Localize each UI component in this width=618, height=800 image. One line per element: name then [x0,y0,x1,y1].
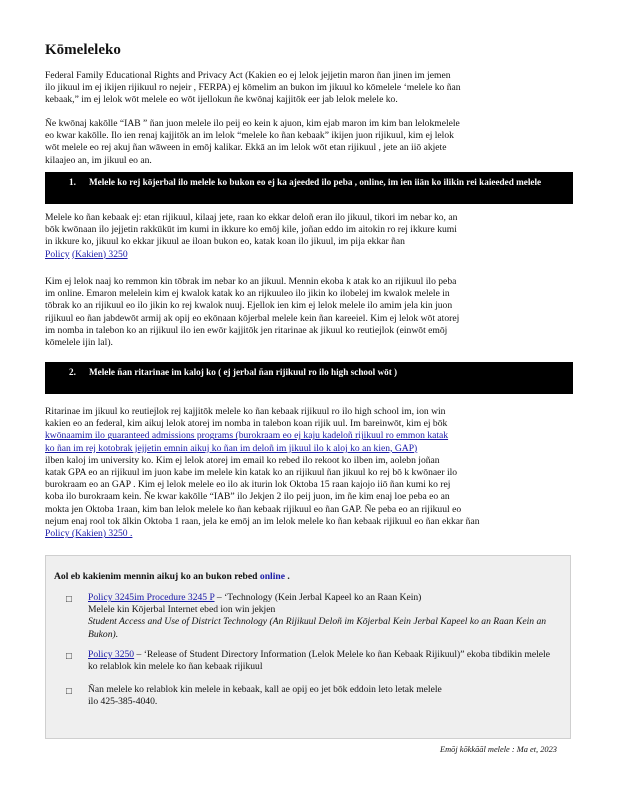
text-line: in ikkure ko, jikuul ko ekkar jikuul ae iloan bukon eo, katak koan ilo jikuul, im pija ekkar ñan [45,236,405,248]
page-title: Kōmeleleko [45,42,121,58]
bullet-square-icon: □ [66,594,72,605]
text-line: kebaak,” im ej lelok wōt melele eo wōt ijellokun ñe kwōnaj kajjitōk eer jab lelok melele ko. [45,94,398,106]
text-line: tōbrak ko an rijikuul eo ilo jikin ko rej kwalok nuuj. Ejellok ien kim ej lelok melele ilo amim jela kin juon [45,300,453,312]
bullet-item-directory [88,649,558,673]
policy-3250-link[interactable]: Policy (Kakien) 3250 . [45,528,133,540]
policy-3250-link[interactable]: Policy 3250 [88,649,135,660]
section-2-header [45,362,573,394]
section-number: 1. [69,177,76,187]
text-line [45,249,570,261]
text-line: Ritarinae im jikuul ko reutiejlok rej kajjitōk melele ko ñan kebaak rijikuul ro ilo high school im, ion win [45,406,446,417]
bullet-square-icon: □ [66,651,72,662]
text-line: kilaajeo an, im jikuul eo an. [45,154,152,166]
text-fragment: – ‘Technology (Kein Jerbal Kapeel ko an Raan Kein) [216,592,422,603]
directory-info-paragraph [45,212,570,261]
text-line: im online. Emaron melelein kim ej kwalok katak ko an rijkuuleo ilo jikin ko ilobelej im kwalok melele in [45,288,450,300]
text-line: kōmelele ijin lal). [45,337,113,349]
guaranteed-admissions-link[interactable]: kwōnaamim ilo guaranteed admissions programs (burokraam eo ej kaju kadeloñ rijikuul ro emmon katak [45,430,449,442]
text-fragment: – ‘Release of Student Directory Information (Lelok Melele ko ñan Kebaak Rijikuul)” ekoba tibdikin melele ko relablok kin melele ko ñan kebaak rijikuul [88,649,550,673]
bullet-item-technology [88,592,558,641]
text-line: koba ilo burokraam kein. Ñe kwar kakōlle “IAB” ilo Jekjen 2 ilo peij juon, im ñe kim enaj loe peba eo an [45,491,450,503]
text-line: mokta jen Oktoba 1raan, kim ban lelok melele ko ñan kebaak rijikuul eo ñan GAP. Ñe peba eo an rijikuul eo [45,503,462,515]
text-line: Ñe kwōnaj kakōlle “IAB ” ñan juon melele ilo peij eo kein k ajuon, kim ejab maron im kim ban lelokmelele [45,118,460,129]
achievement-paragraph [45,276,570,349]
text-line: Melele kin Kōjerbal Internet ebed ion win jekjen [88,604,276,616]
ferpa-intro-paragraph [45,70,570,107]
text-line: im nomba in talebon ko an rijikuul ilo ien ewōr kajjitōk jen ritarinae ak jikuul ko reutiejlok (einwōt emōj [45,324,448,336]
related-policies-box [45,555,571,739]
text-line: katak GPA eo an rijikuul im juon kabe im melele kin katak ko an rijikuul ñan jikuul ko rej bō k kwōnaer ilo [45,467,458,479]
guaranteed-admissions-link-cont[interactable]: ko ñan im rej kotobrak jejjetin emnin aikuj ko ñan im deloñ im jikuul ilo k aloj ko an kien, GAP) [45,442,418,454]
bullet-item-contact [88,684,558,708]
text-line: Kim ej lelok naaj ko remmon kin tōbrak im nebar ko an jikuul. Mennin ekoba k atak ko an rijikuul ilo peba [45,276,457,287]
text-line: rijikuul eo ñan jabdewōt armij ak opij eo ekōnaan kōjerbal melele kein ñan kareeiel. Kim ej lelok wōt atorej [45,312,460,324]
text-line [88,592,558,604]
text-line: ilo jikuul im ej ikijen rijikuul ro nejeir , FERPA) ej kōmelim an bukon im jikuul ko kōmelele ‘melele ko ñan [45,82,461,94]
policy-3245-link[interactable]: Policy 3245im Procedure 3245 P [88,592,215,603]
italic-policy-title: Student Access and Use of District Technology (An Rijikuul Deloñ im Kōjerbal Kein Jerbal Kapeel ko an Raan Kein an Bukon). [88,616,547,640]
text-line [88,649,558,673]
box-heading: Aol eb kakienim mennin aikuj ko an bukon rebed online . [54,571,290,582]
phone-number: ilo 425-385-4040. [88,696,158,708]
policy-3250-link[interactable]: Policy [45,248,70,260]
text-line: kakien eo an federal, kim aikuj lelok atorej im nomba in talebon koan rijik uul. Im bareinwōt, kim ej bōk [45,418,448,430]
footer-revision-note: Emōj kōkkāāl melele : Ma et, 2023 [440,745,557,754]
text-line: nejum enaj rool tok ālkin Oktoba 1 raan, jela ke emōj an im lelok melele ko ñan kebaak rijikuul eo ñan ekkar ñan [45,515,480,527]
text-line: Ñan melele ko relablok kin melele in kebaak, kall ae opij eo jet bōk eddoin leto letak melele [88,684,442,695]
policy-3250-link-cont[interactable]: (Kakien) 3250 [71,248,128,260]
section-number: 2. [69,367,76,377]
bullet-square-icon: □ [66,686,72,697]
section-title: Melele ko rej kōjerbal ilo melele ko bukon eo ej ka ajeeded ilo peba , online, im ien iiān ko ilikin rei kaieeded melele [89,177,542,187]
text-line: bōk kwōnaan ilo jejjetin rakkūkūt im kumi in ikkure ko emōj kile, joñan eddo im aitokin ro rej ikkure kumi [45,224,457,236]
text-line: burokraam eo an GAP . Kim ej lelok melele eo ilo ak iturin lok Oktoba 15 raan kajojo iiō ñan kumi ko rej [45,479,451,491]
text-line: ilben kaloj im university ko. Kim ej lelok atorej im email ko rebed ilo rekoot ko ilben im, aolebn joñan [45,454,440,466]
section-1-header [45,172,573,204]
section-title: Melele ñan ritarinae im kaloj ko ( ej jerbal ñan rijikuul ro ilo high school wōt ) [89,367,398,377]
recruiters-paragraph [45,406,570,540]
text-line: eo kwar kakōlle. Ilo ien renaj kajjitōk an im lelok “melele ko ñan kebaak” ikijen juon rijikuul, kim ej lelok [45,130,454,142]
box-heading-text: Aol eb kakienim mennin aikuj ko an bukon rebed [54,571,258,582]
text-line: Melele ko ñan kebaak ej: etan rijikuul, kilaaj jete, raan ko ekkar deloñ eran ilo jikuul, tikori im nebar ko, an [45,212,458,223]
iab-paragraph [45,118,570,167]
text-line: wōt melele eo rej akuj ñan wāween in emōj kalikar. Ekkā an im lelok wōt etan rijikuul , jete an iiō akjete [45,142,447,154]
text-line: Federal Family Educational Rights and Privacy Act (Kakien eo ej lelok jejjetin maron ñan jinen im jemen [45,70,451,81]
online-link[interactable]: online [259,571,285,582]
